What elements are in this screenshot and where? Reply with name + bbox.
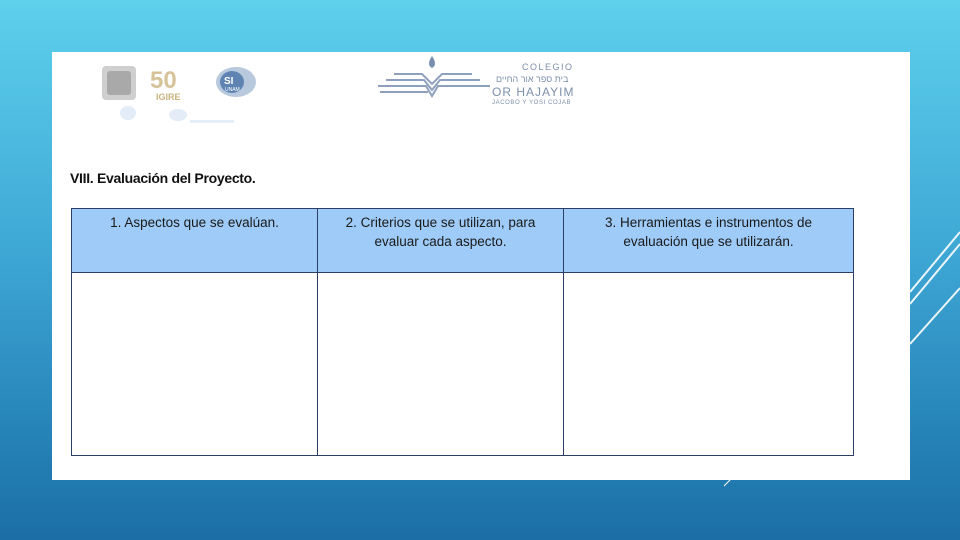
table-row: [72, 273, 854, 456]
open-book-icon: [376, 54, 496, 104]
logo-si-sub: UNAM: [225, 87, 240, 93]
colegio-label: COLEGIO: [522, 62, 574, 72]
column-header-criteria: 2. Criterios que se utilizan, para evaluar cada aspecto.: [318, 209, 564, 273]
faded-logo-fragment: [98, 104, 238, 126]
logo-50-text: 50: [150, 67, 177, 94]
table-cell-criteria[interactable]: [318, 273, 564, 456]
table-header-row: [72, 209, 854, 273]
column-header-tools: 3. Herramientas e instrumentos de evaluación que se utilizarán.: [564, 209, 854, 273]
colegio-name-block: [492, 62, 574, 106]
section-heading: VIII. Evaluación del Proyecto.: [70, 170, 256, 186]
colegio-hebrew-name: בית ספר אור החיים: [496, 74, 569, 84]
colegio-name: OR HAJAYIM: [492, 85, 575, 99]
logo-50-sub: IGIRE: [156, 92, 181, 102]
table-cell-tools[interactable]: [564, 273, 854, 456]
si-unam-logo: [214, 62, 260, 104]
document-page: [52, 52, 910, 480]
evaluation-table: [71, 208, 854, 456]
column-header-aspects: 1. Aspectos que se evalúan.: [72, 209, 318, 273]
colegio-or-hajayim-logo: [376, 54, 576, 114]
anniversary-50-logo: [150, 62, 202, 104]
unam-seal-logo: [98, 62, 140, 104]
logo-si-text: SI: [224, 76, 234, 87]
table-cell-aspects[interactable]: [72, 273, 318, 456]
colegio-subtitle: JACOBO Y YOSI COJAB: [492, 100, 572, 106]
header-logos: [98, 60, 308, 124]
